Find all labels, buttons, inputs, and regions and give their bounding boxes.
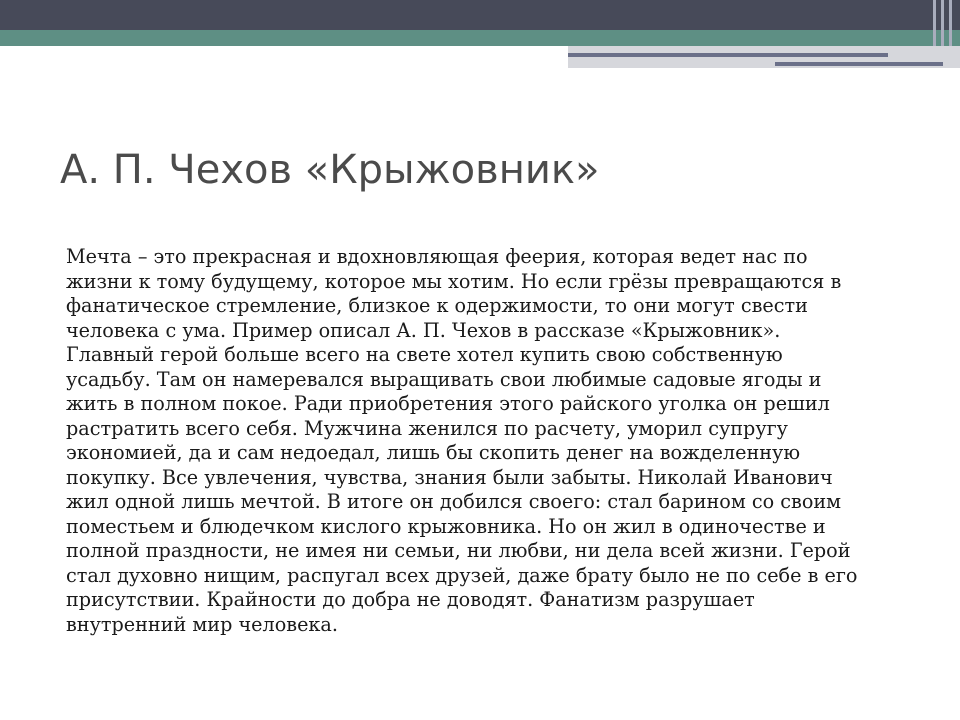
body-line: растратить всего себя. Мужчина женился по расчету, уморил супругу: [66, 416, 788, 440]
body-line: усадьбу. Там он намеревался выращивать свои любимые садовые ягоды и: [66, 367, 822, 391]
body-line: Главный герой больше всего на свете хотел купить свою собственную: [66, 343, 783, 366]
header-teal-band: [0, 30, 960, 46]
slide-body-text: [66, 245, 896, 637]
header-accent-bar-short: [775, 62, 943, 66]
body-line: экономией, да и сам недоедал, лишь бы скопить денег на вожделенную: [66, 441, 801, 464]
body-line: жить в полном покое. Ради приобретения этого райского уголка он решил: [66, 392, 830, 415]
header-dark-band: [0, 0, 960, 30]
body-line: Мечта – это прекрасная и вдохновляющая феерия, которая ведет нас по: [66, 245, 808, 268]
body-line: жил одной лишь мечтой. В итоге он добился своего: стал барином со своим: [66, 490, 842, 513]
body-line: полной праздности, не имея ни семьи, ни любви, ни дела всей жизни. Герой: [66, 539, 851, 562]
body-line: жизни к тому будущему, которое мы хотим. Но если грёзы превращаются в: [66, 269, 842, 293]
body-line: поместьем и блюдечком кислого крыжовника. Но он жил в одиночестве и: [66, 514, 826, 538]
corner-stripes-decoration: [925, 0, 960, 46]
slide-title: А. П. Чехов «Крыжовник»: [60, 147, 600, 193]
body-line: человека с ума. Пример описал А. П. Чехов в рассказе «Крыжовник».: [66, 318, 781, 342]
body-line: внутренний мир человека.: [66, 612, 338, 636]
body-line: присутствии. Крайности до добра не доводят. Фанатизм разрушает: [66, 588, 755, 611]
body-line: стал духовно нищим, распугал всех друзей, даже брату было не по себе в его: [66, 563, 858, 587]
body-line: фанатическое стремление, близкое к одержимости, то они могут свести: [66, 294, 808, 317]
header-accent-bar: [568, 53, 888, 57]
body-line: покупку. Все увлечения, чувства, знания были забыты. Николай Иванович: [66, 465, 833, 489]
